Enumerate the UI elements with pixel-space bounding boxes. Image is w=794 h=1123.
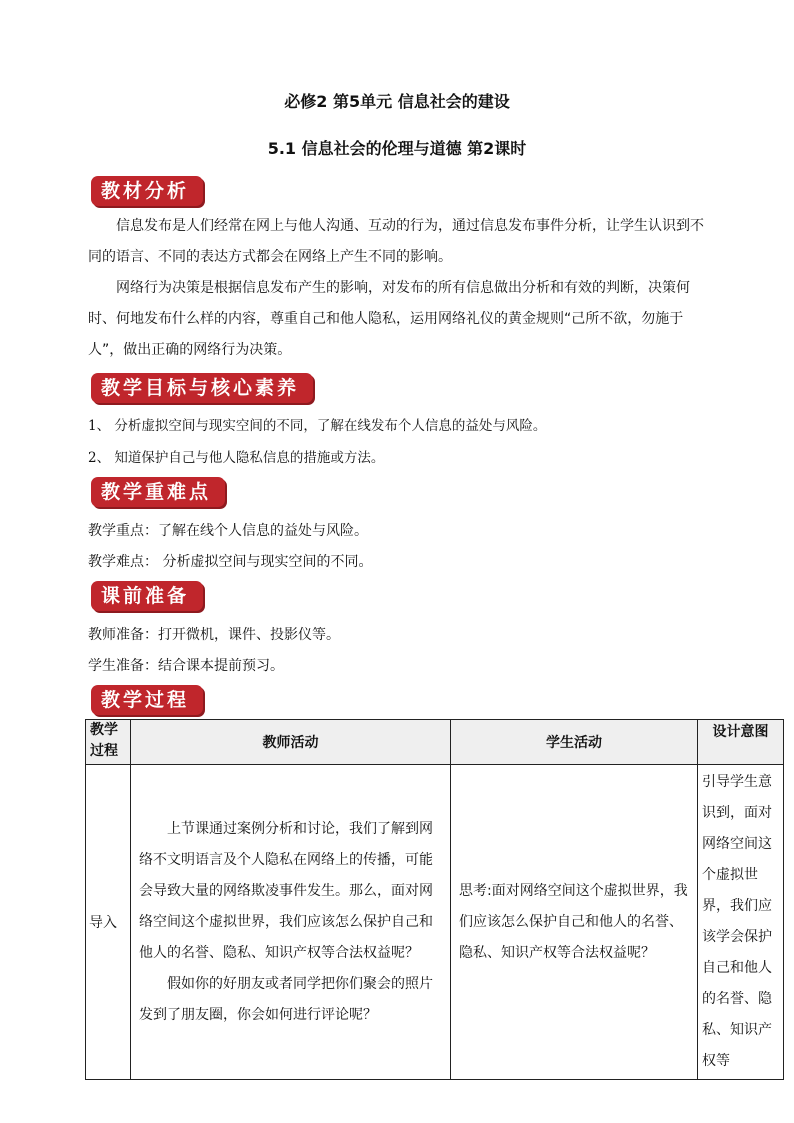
table-row (86, 765, 784, 1080)
student-activity-cell: 思考:面对网络空间这个虚拟世界，我们应该怎么保护自己和他人的名誉、隐私、知识产权等合法权益呢？ (451, 765, 698, 1080)
header-teacher-activity: 教师活动 (131, 720, 451, 765)
section-heading-keypoints: 教学重难点 (91, 477, 225, 507)
header-stage: 教学过程 (86, 720, 131, 765)
student-preparation: 学生准备：结合课本提前预习。 (88, 658, 284, 674)
teacher-activity-cell (131, 765, 451, 1080)
section-heading-analysis: 教材分析 (91, 176, 203, 206)
table-header-row (86, 720, 784, 765)
teacher-preparation: 教师准备：打开微机，课件、投影仪等。 (88, 627, 340, 643)
section-heading-objectives: 教学目标与核心素养 (91, 373, 313, 403)
objective-item-2: 2、 知道保护自己与他人隐私信息的措施或方法。 (88, 450, 385, 466)
objective-item-1: 1、 分析虚拟空间与现实空间的不同，了解在线发布个人信息的益处与风险。 (88, 418, 547, 434)
section-heading-process: 教学过程 (91, 685, 203, 715)
header-design-intent: 设计意图 (698, 720, 784, 765)
analysis-paragraph-1: 信息发布是人们经常在网上与他人沟通、互动的行为，通过信息发布事件分析，让学生认识到不同的语言、不同的表达方式都会在网络上产生不同的影响。 (88, 218, 704, 265)
analysis-paragraph-2: 网络行为决策是根据信息发布产生的影响，对发布的所有信息做出分析和有效的判断，决策何时、何地发布什么样的内容，尊重自己和他人隐私，运用网络礼仪的黄金规则“己所不欲，勿施于人”，做出正确的网络行为决策。 (88, 280, 690, 358)
design-intent-cell: 引导学生意识到，面对网络空间这个虚拟世界，我们应该学会保护自己和他人的名誉、隐私、知识产权等 (698, 765, 784, 1080)
document-title: 必修2 第5单元 信息社会的建设 (284, 92, 510, 111)
teaching-focus: 教学重点：了解在线个人信息的益处与风险。 (88, 523, 368, 539)
stage-cell: 导入 (86, 765, 131, 1080)
teaching-process-table (85, 719, 784, 1080)
lesson-subtitle: 5.1 信息社会的伦理与道德 第2课时 (267, 139, 527, 158)
teacher-activity-paragraph-2: 假如你的好朋友或者同学把你们聚会的照片发到了朋友圈，你会如何进行评论呢？ (139, 975, 433, 1023)
teacher-activity-paragraph-1: 上节课通过案例分析和讨论，我们了解到网络不文明语言及个人隐私在网络上的传播，可能会导致大量的网络欺凌事件发生。那么，面对网络空间这个虚拟世界，我们应该怎么保护自己和他人的名誉、隐私、知识产权等合法权益呢？ (139, 820, 433, 961)
teaching-difficulty: 教学难点： 分析虚拟空间与现实空间的不同。 (88, 554, 373, 570)
section-heading-preparation: 课前准备 (91, 581, 203, 611)
header-student-activity: 学生活动 (451, 720, 698, 765)
